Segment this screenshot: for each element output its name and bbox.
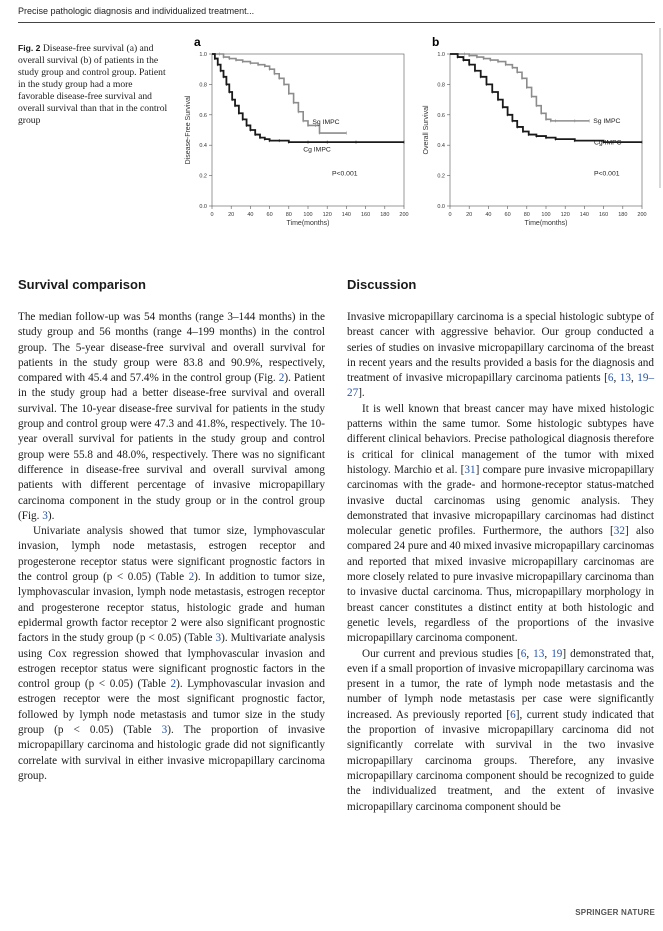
x-axis-label: Time(months) [286, 220, 330, 227]
x-tick-label: 200 [399, 212, 409, 218]
body-text: ). Lymphovascular invasion and estrogen receptor were the most significant prognostic factor, followed by lymph node metastasis and tumor size in the study group (p < 0.05) (Table [18, 678, 325, 737]
body-text: Invasive micropapillary carcinoma is a special histologic subtype of breast cancer with aggressive behavior. Our group conducted a series of studies on invasive micropapillary carcinoma of the breast in recent years and the results provided a basis for the diagnosis and treatment of invasive micropapillary carcinoma patients [ [347, 311, 654, 385]
x-tick-label: 100 [303, 212, 313, 218]
body-text: ], current study indicated that the proportion of invasive micropapillary carcinoma did not significantly correlate with survival in the two invasive micropapillary carcinoma groups. Therefore, any invasive micropapillary carcinoma component should be recognized to guide the individualized treatment, and the extent of invasive micropapillary carcinoma component should be [347, 708, 654, 813]
y-tick-label: 0.4 [437, 143, 445, 150]
y-tick-label: 1.0 [199, 52, 207, 58]
citation-link[interactable]: 19–27 [347, 372, 655, 400]
citation-link[interactable]: 31 [464, 463, 476, 476]
body-text: The median follow-up was 54 months (range 3–144 months) in the study group and 56 months (range 4–199 months) in the control group. The 5-year disease-free survival and overall survival for patients in the study group were 83.8 and 90.9%, respectively, compared with 45.4 and 57.4% in the control group (Fig. [18, 311, 325, 385]
y-axis-label: Disease-Free Survival [185, 95, 192, 165]
x-tick-label: 0 [210, 212, 214, 218]
citation-link[interactable]: 32 [613, 525, 625, 538]
x-tick-label: 100 [541, 212, 551, 218]
body-text: ] compare pure invasive micropapillary carcinomas with the grade- and hormone-receptor status-matched invasive ductal carcinomas using genomic analysis. They demonstrated that invasive micropapillary carcinomas had distinct molecular genetic profiles. Furthermore, the authors [ [347, 463, 654, 538]
citation-link[interactable]: 2 [170, 678, 177, 691]
citation-link[interactable]: 6 [607, 372, 614, 385]
right-column-paragraph [347, 402, 654, 647]
body-text: , [544, 647, 552, 660]
body-text: ). [47, 509, 55, 522]
x-tick-label: 20 [466, 212, 473, 218]
citation-link[interactable]: 3 [215, 632, 222, 645]
section-heading-discussion: Discussion [347, 277, 417, 292]
x-tick-label: 180 [380, 212, 390, 218]
y-tick-label: 1.0 [437, 52, 445, 58]
x-tick-label: 40 [485, 212, 492, 218]
right-column-paragraph [347, 647, 654, 815]
panel-letter: a [194, 35, 201, 49]
p-value-annotation: P<0.001 [332, 170, 358, 178]
x-tick-label: 140 [341, 212, 351, 218]
x-tick-label: 40 [247, 212, 254, 218]
series-label: Sg IMPC [312, 119, 340, 127]
body-text: , [613, 372, 620, 385]
citation-link[interactable]: 6 [510, 708, 516, 721]
x-tick-label: 160 [599, 212, 609, 218]
x-tick-label: 160 [361, 212, 371, 218]
header-rule [18, 22, 655, 23]
y-axis-label: Overall Survival [423, 105, 430, 155]
body-text: ). Patient in the study group had a better disease-free survival and overall survival. The 10-year disease-free survival for patients in the study group and control group were 47.3 and 41.8%, respectively. The 10-year overall survival for patients in the study group and control group were 55.8 and 48.0%, respectively. There was no significant difference in disease-free survival and overall survival among patients with different percentage of invasive micropapillary carcinoma component in the study group or in the control group (Fig. [18, 372, 325, 522]
x-tick-label: 60 [266, 212, 273, 218]
body-text: ] also compared 24 pure and 40 mixed invasive micropapillary carcinomas and reported that mixed invasive micropapillary carcinomas are more closely related to pure invasive micropapillary carcinoma than to invasive ductal carcinoma. Thus, micropapillary morphology in breast cancer constitutes a distinct entity at both histologic and genetic levels, regardless of the proportions of the invasive micropapillary carcinoma component. [347, 525, 655, 645]
x-tick-label: 80 [285, 212, 292, 218]
publisher-logo: SPRINGER NATURE [575, 908, 655, 917]
citation-link[interactable]: 2 [278, 372, 285, 385]
x-tick-label: 200 [637, 212, 647, 218]
y-tick-label: 0.8 [437, 82, 445, 89]
left-text-column [18, 310, 325, 784]
body-text: ). The proportion of invasive micropapillary carcinoma and histologic grade did not significantly correlate with survival in either invasive micropapillary carcinoma group. [18, 724, 325, 782]
x-tick-label: 140 [579, 212, 589, 218]
body-text: It is well known that breast cancer may have mixed histologic patterns within the same tumor. Some histologic subtypes have different clinical behaviors. Precise pathological diagnosis therefore is critical for clinical management of the tumor with mixed histology. Marchio et al. [ [347, 402, 654, 476]
y-tick-label: 0.0 [199, 204, 207, 210]
citation-link[interactable]: 13 [619, 372, 631, 385]
x-tick-label: 120 [560, 212, 570, 218]
series-label: Cg IMPC [303, 146, 331, 154]
body-text: ]. [358, 387, 365, 400]
y-tick-label: 0.2 [199, 173, 207, 180]
body-text: , [526, 647, 534, 660]
x-tick-label: 0 [448, 212, 452, 218]
citation-link[interactable]: 6 [520, 647, 527, 660]
citation-link[interactable]: 3 [161, 724, 168, 737]
y-tick-label: 0.4 [199, 143, 207, 150]
figure-caption [18, 42, 168, 127]
figure-caption-label: Fig. 2 [18, 43, 41, 53]
y-tick-label: 0.6 [199, 112, 207, 119]
x-axis-label: Time(months) [524, 220, 568, 227]
citation-link[interactable]: 19 [551, 647, 563, 660]
page-edge-mark [659, 28, 661, 188]
survival-curve [212, 54, 404, 142]
x-tick-label: 80 [523, 212, 530, 218]
x-tick-label: 180 [618, 212, 628, 218]
y-tick-label: 0.8 [199, 82, 207, 89]
x-tick-label: 60 [504, 212, 511, 218]
body-text: ] demonstrated that, even if a small proportion of invasive micropapillary carcinoma was present in a tumor, the rate of lymph node metastasis and the number of lymph node metastasis per case were significantly increased. As previously reported [ [347, 647, 655, 721]
citation-link[interactable]: 3 [42, 509, 48, 522]
left-column-paragraph [18, 310, 325, 524]
running-head: Precise pathologic diagnosis and individualized treatment... [18, 6, 255, 16]
chart-svg [414, 34, 654, 246]
right-text-column [347, 310, 654, 815]
survival-curve [450, 54, 642, 142]
panel-letter: b [432, 35, 440, 49]
citation-link[interactable]: 13 [533, 647, 545, 660]
plot-frame [450, 54, 642, 206]
y-tick-label: 0.6 [437, 112, 445, 119]
body-text: Univariate analysis showed that tumor size, lymphovascular invasion, lymph node metastasis, estrogen receptor and progesterone receptor status were significant prognostic factors in the control group (p < 0.05) (Table [18, 525, 325, 584]
chart-svg [176, 34, 416, 246]
plot-frame [212, 54, 404, 206]
citation-link[interactable]: 2 [188, 571, 195, 584]
body-text: , [630, 372, 638, 385]
series-label: Cg IMPC [594, 139, 622, 147]
figure-caption-text: Disease-free survival (a) and overall survival (b) of patients in the study group and control group. Patient in the study group had a more favorable disease-free survival and overall survival than that in the control group [18, 43, 168, 126]
x-tick-label: 120 [322, 212, 332, 218]
left-column-paragraph [18, 524, 325, 784]
body-text: ). In addition to tumor size, lymphovascular invasion, lymph node metastasis, estrogen receptor and progesterone receptor status, histologic grade and human epidermal growth factor receptor 2 were also significant prognostic factors in the study group (p < 0.05) (Table [18, 571, 325, 645]
y-tick-label: 0.0 [437, 204, 445, 210]
body-text: ). Multivariate analysis using Cox regression showed that lymphovascular invasion and estrogen receptor status were significant prognostic factors in the control group (p < 0.05) (Table [18, 632, 325, 691]
series-label: Sg IMPC [593, 117, 621, 125]
p-value-annotation: P<0.001 [594, 170, 620, 178]
survival-chart-b [414, 34, 654, 246]
survival-chart-a [176, 34, 416, 246]
right-column-paragraph [347, 310, 654, 402]
y-tick-label: 0.2 [437, 173, 445, 180]
section-heading-survival-comparison: Survival comparison [18, 277, 146, 292]
body-text: Our current and previous studies [ [362, 647, 521, 660]
x-tick-label: 20 [228, 212, 235, 218]
